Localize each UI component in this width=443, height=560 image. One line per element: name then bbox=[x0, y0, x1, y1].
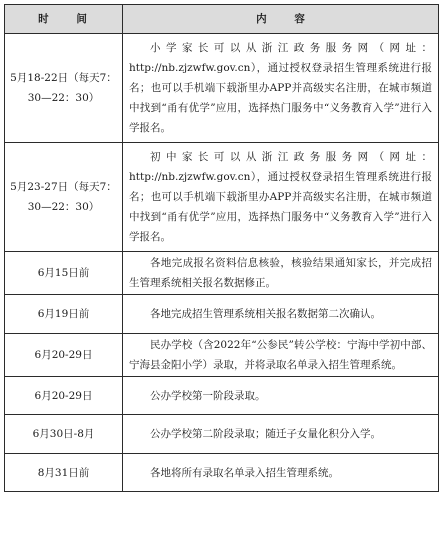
table-row bbox=[5, 454, 439, 492]
row-time: 5月23-27日（每天7：30—22：30） bbox=[5, 143, 123, 252]
table-row bbox=[5, 415, 439, 454]
row-time: 5月18-22日（每天7：30—22：30） bbox=[5, 34, 123, 143]
table-row bbox=[5, 34, 439, 143]
row-time: 6月20-29日 bbox=[5, 334, 123, 377]
row-time: 6月15日前 bbox=[5, 252, 123, 295]
row-time: 6月20-29日 bbox=[5, 377, 123, 415]
row-content: 公办学校第二阶段录取；随迁子女量化积分入学。 bbox=[123, 415, 439, 454]
row-content: 民办学校（含2022年“公参民”转公学校：宁海中学初中部、宁海县金阳小学）录取，并将录取名单录入招生管理系统。 bbox=[123, 334, 439, 377]
table-header-row bbox=[5, 5, 439, 34]
row-time: 6月30日-8月 bbox=[5, 415, 123, 454]
row-content: 小学家长可以从浙江政务服务网（网址：http://nb.zjzwfw.gov.cn），通过授权登录招生管理系统进行报名；也可以手机端下载浙里办APP并高级实名注册，在城市频道中找到“甬有优学”应用，选择热门服务中“义务教育入学”进行入学报名。 bbox=[123, 34, 439, 143]
row-time: 8月31日前 bbox=[5, 454, 123, 492]
header-time: 时 间 bbox=[5, 5, 123, 34]
row-time: 6月19日前 bbox=[5, 295, 123, 334]
table-row bbox=[5, 143, 439, 252]
table-row bbox=[5, 377, 439, 415]
row-content: 公办学校第一阶段录取。 bbox=[123, 377, 439, 415]
row-content: 各地完成招生管理系统相关报名数据第二次确认。 bbox=[123, 295, 439, 334]
table-row bbox=[5, 334, 439, 377]
header-content: 内 容 bbox=[123, 5, 439, 34]
table-row bbox=[5, 295, 439, 334]
row-content: 初中家长可以从浙江政务服务网（网址：http://nb.zjzwfw.gov.cn），通过授权登录招生管理系统进行报名；也可以手机端下载浙里办APP并高级实名注册，在城市频道中找到“甬有优学”应用，选择热门服务中“义务教育入学”进行入学报名。 bbox=[123, 143, 439, 252]
schedule-table bbox=[4, 4, 439, 492]
enrollment-schedule bbox=[4, 4, 438, 492]
row-content: 各地将所有录取名单录入招生管理系统。 bbox=[123, 454, 439, 492]
table-row bbox=[5, 252, 439, 295]
row-content: 各地完成报名资料信息核验，核验结果通知家长，并完成招生管理系统相关报名数据修正。 bbox=[123, 252, 439, 295]
